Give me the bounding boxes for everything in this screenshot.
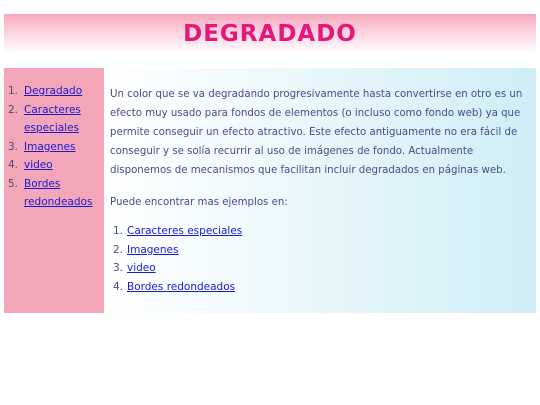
page-title: DEGRADADO: [183, 21, 357, 47]
sidebar-nav: [4, 68, 104, 313]
intro-paragraph: Un color que se va degradando progresivamente hasta convertirse en otro es un efecto muy usado para fondos de elementos (o incluso como fondo web) ya que permite conseguir un efecto atractivo. Este efecto antiguamente no era fácil de conseguir y se solía recurrir al uso de imágenes de fondo. Actualmente disponemos de mecanismos que facilitan incluir degradados en páginas web.: [110, 89, 523, 176]
list-number: 3.: [113, 262, 124, 274]
link-caracteres-especiales[interactable]: Caracteres especiales: [127, 225, 243, 237]
sidebar-item-caracteres: [8, 101, 104, 138]
sidebar-item-imagenes: [8, 138, 104, 157]
link-video[interactable]: video: [127, 262, 156, 274]
sidebar-link-degradado[interactable]: Degradado: [24, 85, 83, 97]
list-number: 2.: [8, 103, 19, 116]
sidebar-list: [4, 68, 104, 212]
sidebar-link-video[interactable]: video: [24, 159, 53, 171]
sidebar-item-bordes: [8, 175, 104, 212]
list-number: 2.: [113, 243, 124, 256]
examples-list: [105, 212, 536, 296]
link-bordes-redondeados[interactable]: Bordes redondeados: [127, 280, 236, 293]
list-item: [113, 241, 536, 260]
list-item: [113, 259, 536, 278]
list-item: [113, 278, 536, 297]
sidebar-link-caracteres[interactable]: Caracteres especiales: [24, 103, 81, 134]
list-number: 1.: [8, 85, 19, 97]
link-imagenes[interactable]: Imagenes: [127, 243, 179, 256]
sidebar-link-bordes[interactable]: Bordes redondeados: [24, 177, 93, 208]
list-number: 4.: [113, 280, 124, 293]
page-header: [4, 14, 536, 54]
sidebar-item-video: [8, 156, 104, 175]
examples-lead: Puede encontrar mas ejemplos en:: [110, 197, 288, 208]
sidebar-item-degradado: [8, 82, 104, 101]
sidebar-link-imagenes[interactable]: Imagenes: [24, 140, 76, 153]
list-number: 5.: [8, 177, 19, 190]
list-number: 1.: [113, 225, 124, 237]
list-number: 3.: [8, 140, 19, 153]
list-item: [113, 222, 536, 241]
main-content: [105, 68, 536, 313]
list-number: 4.: [8, 159, 19, 171]
